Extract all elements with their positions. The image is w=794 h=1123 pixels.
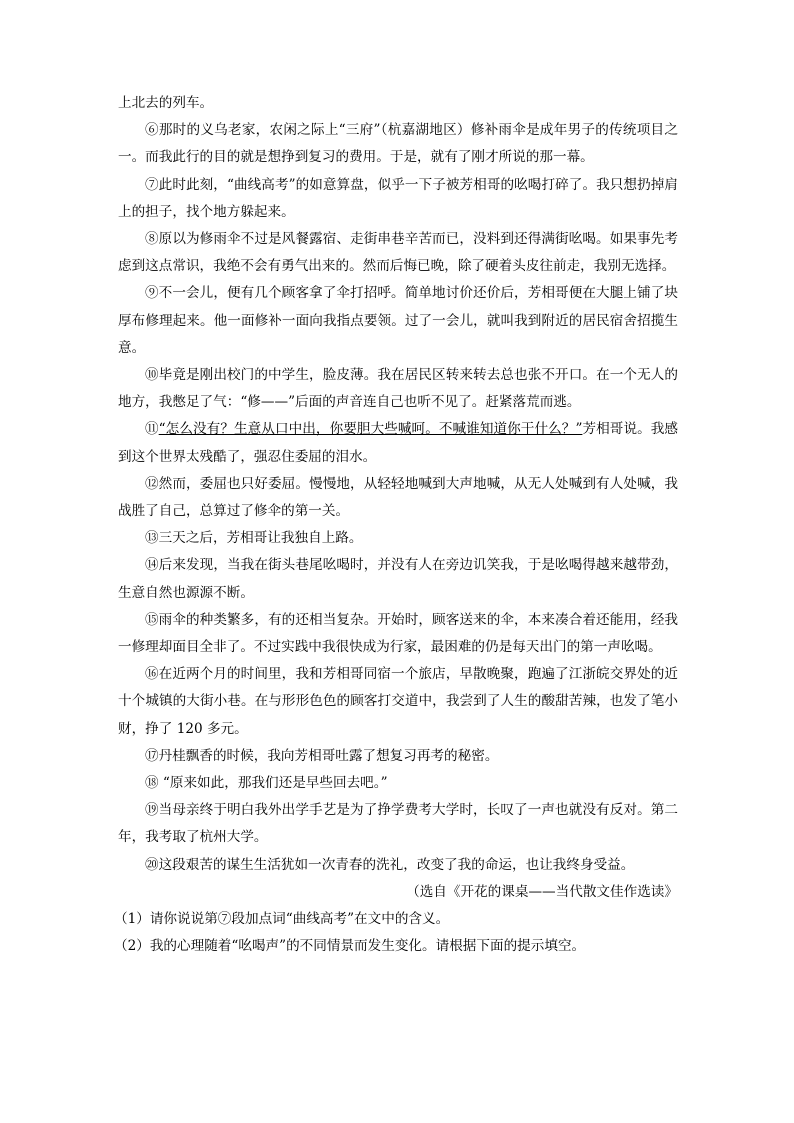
- paragraph-19: ⑲当母亲终于明白我外出学手艺是为了挣学费考大学时，长叹了一声也就没有反对。第二年，我考取了杭州大学。: [118, 802, 678, 846]
- paragraph-11-number: ⑪: [145, 421, 159, 438]
- paragraph-6: ⑥那时的义乌老家，农闲之际上“三府”（杭嘉湖地区）修补雨伞是成年男子的传统项目之一。而我此行的目的就是想挣到复习的费用。于是，就有了刚才所说的那一幕。: [118, 122, 678, 166]
- paragraph-10: ⑩毕竟是刚出校门的中学生，脸皮薄。我在居民区转来转去总也张不开口。在一个无人的地方，我憋足了气：“修——”后面的声音连自己也听不见了。赶紧落荒而逃。: [118, 367, 678, 411]
- article-body: [114, 90, 679, 961]
- paragraph-8: ⑧原以为修雨伞不过是风餐露宿、走街串巷辛苦而已，没料到还得满街吆喝。如果事先考虑到这点常识，我绝不会有勇气出来的。然而后悔已晚，除了硬着头皮往前走，我别无选择。: [118, 231, 678, 275]
- paragraph-0: 上北去的列车。: [118, 95, 214, 111]
- paragraph-7: ⑦此时此刻，“曲线高考”的如意算盘，似乎一下子被芳相哥的吆喝打碎了。我只想扔掉肩上的担子，找个地方躲起来。: [118, 176, 678, 220]
- paragraph-20: ⑳这段艰苦的谋生生活犹如一次青春的洗礼，改变了我的命运，也让我终身受益。: [145, 856, 635, 873]
- source-citation: （选自《开花的课桌——当代散文佳作选读》: [406, 883, 678, 900]
- paragraph-15: ⑮雨伞的种类繁多，有的还相当复杂。开始时，顾客送来的伞，本来凑合着还能用，经我一修理却面目全非了。不过实践中我很快成为行家，最困难的仍是每天出门的第一声吆喝。: [118, 611, 678, 656]
- paragraph-17: ⑰丹桂飘香的时候，我向芳相哥吐露了想复习再考的秘密。: [145, 747, 499, 764]
- question-1: （1）请你说说第⑦段加点词“曲线高考”在文中的含义。: [114, 911, 450, 928]
- paragraph-13: ⑬三天之后，芳相哥让我独自上路。: [145, 530, 363, 547]
- paragraph-16: ⑯在近两个月的时间里，我和芳相哥同宿一个旅店，早散晚聚，跑遍了江浙皖交界处的近十个城镇的大街小巷。在与形形色色的顾客打交道中，我尝到了人生的酸甜苦辣，也发了笔小财，挣了 120 多元。: [118, 666, 678, 737]
- paragraph-11-underlined-quote: “怎么没有？生意从口中出，你要胆大些喊呵。不喊谁知道你干什么？”: [158, 421, 583, 438]
- paragraph-11: [118, 416, 678, 470]
- question-2: （2）我的心理随着“吆喝声”的不同情景而发生变化。请根据下面的提示填空。: [114, 938, 586, 955]
- paragraph-9: ⑨不一会儿，便有几个顾客拿了伞打招呼。简单地讨价还价后，芳相哥便在大腿上铺了块厚布修理起来。他一面修补一面向我指点要领。过了一会儿，就叫我到附近的居民宿舍招揽生意。: [118, 285, 678, 356]
- paragraph-14: ⑭后来发现，当我在街头巷尾吆喝时，并没有人在旁边讥笑我，于是吆喝得越来越带劲，生意自然也源源不断。: [118, 557, 678, 601]
- paragraph-18: ⑱ “原来如此，那我们还是早些回去吧。”: [145, 775, 388, 792]
- paragraph-11-tail: 芳相哥说。我感到这个世界太残酷了，强忍住委屈的泪水。: [118, 421, 679, 465]
- paragraph-12: ⑫然而，委屈也只好委屈。慢慢地，从轻轻地喊到大声地喊，从无人处喊到有人处喊，我战胜了自己，总算过了修伞的第一关。: [118, 475, 678, 520]
